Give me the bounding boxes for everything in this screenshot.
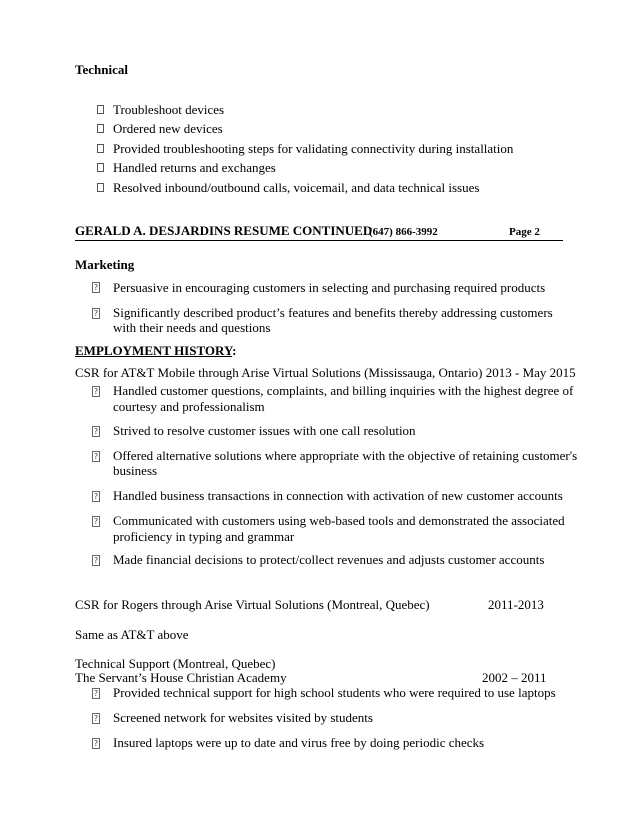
resume-name-header: GERALD A. DESJARDINS RESUME CONTINUED: [75, 223, 373, 238]
marketing-heading: Marketing: [75, 257, 135, 272]
page-number: Page 2: [509, 226, 540, 238]
job3-item: Insured laptops were up to date and virus free by doing periodic checks: [113, 735, 485, 750]
bullet-icon: ?: [93, 427, 99, 436]
bullet-icon: ?: [93, 309, 99, 318]
job1-title: CSR for AT&T Mobile through Arise Virtual Solutions (Mississauga, Ontario) 2013 - May 2015: [75, 365, 576, 380]
checkbox-bullet-icon: [97, 124, 104, 133]
technical-item: Handled returns and exchanges: [113, 160, 276, 175]
technical-item: Provided troubleshooting steps for validating connectivity during installation: [113, 141, 514, 156]
marketing-item: Persuasive in encouraging customers in selecting and purchasing required products: [113, 280, 546, 295]
checkbox-bullet-icon: [97, 183, 104, 192]
job3-item: Provided technical support for high school students who were required to use laptops: [113, 685, 556, 700]
bullet-icon: ?: [93, 452, 99, 461]
job1-item-cont: courtesy and professionalism: [113, 399, 265, 414]
checkbox-bullet-icon: [97, 163, 104, 172]
job1-item: Made financial decisions to protect/collect revenues and adjusts customer accounts: [113, 552, 545, 567]
employment-heading-colon: :: [232, 343, 237, 358]
bullet-icon: ?: [93, 714, 99, 723]
technical-heading: Technical: [75, 62, 128, 77]
technical-item: Troubleshoot devices: [113, 102, 225, 117]
checkbox-bullet-icon: [97, 105, 104, 114]
bullet-icon: ?: [93, 387, 99, 396]
job3-title: Technical Support (Montreal, Quebec): [75, 656, 276, 671]
employment-heading-text: EMPLOYMENT HISTORY: [75, 343, 233, 358]
job1-item: Communicated with customers using web-based tools and demonstrated the associated: [113, 513, 565, 528]
job1-item: Strived to resolve customer issues with one call resolution: [113, 423, 416, 438]
bullet-icon: ?: [93, 492, 99, 501]
employment-heading: [75, 343, 237, 359]
job1-item: Offered alternative solutions where appropriate with the objective of retaining customer's: [113, 448, 578, 463]
job1-item-cont: business: [113, 463, 158, 478]
job1-item: Handled business transactions in connection with activation of new customer accounts: [113, 488, 563, 503]
bullet-icon: ?: [93, 283, 99, 292]
bullet-icon: ?: [93, 517, 99, 526]
marketing-item: Significantly described product’s features and benefits thereby addressing customers: [113, 305, 553, 320]
header-rule: [75, 240, 563, 241]
technical-item: Resolved inbound/outbound calls, voicemail, and data technical issues: [113, 180, 480, 195]
bullet-icon: ?: [93, 556, 99, 565]
checkbox-bullet-icon: [97, 144, 104, 153]
bullet-icon: ?: [93, 739, 99, 748]
job1-item: Handled customer questions, complaints, and billing inquiries with the highest degree of: [113, 383, 574, 398]
technical-item: Ordered new devices: [113, 121, 223, 136]
marketing-item-cont: with their needs and questions: [113, 320, 271, 335]
job3-org: The Servant’s House Christian Academy: [75, 670, 287, 685]
job2-title: CSR for Rogers through Arise Virtual Solutions (Montreal, Quebec): [75, 597, 430, 612]
bullet-icon: ?: [93, 689, 99, 698]
job1-item-cont: proficiency in typing and grammar: [113, 529, 295, 544]
job3-dates: 2002 – 2011: [482, 670, 547, 685]
phone-number: (647) 866-3992: [369, 226, 438, 238]
job2-note: Same as AT&T above: [75, 627, 189, 642]
job2-dates: 2011-2013: [488, 597, 544, 612]
job3-item: Screened network for websites visited by students: [113, 710, 373, 725]
